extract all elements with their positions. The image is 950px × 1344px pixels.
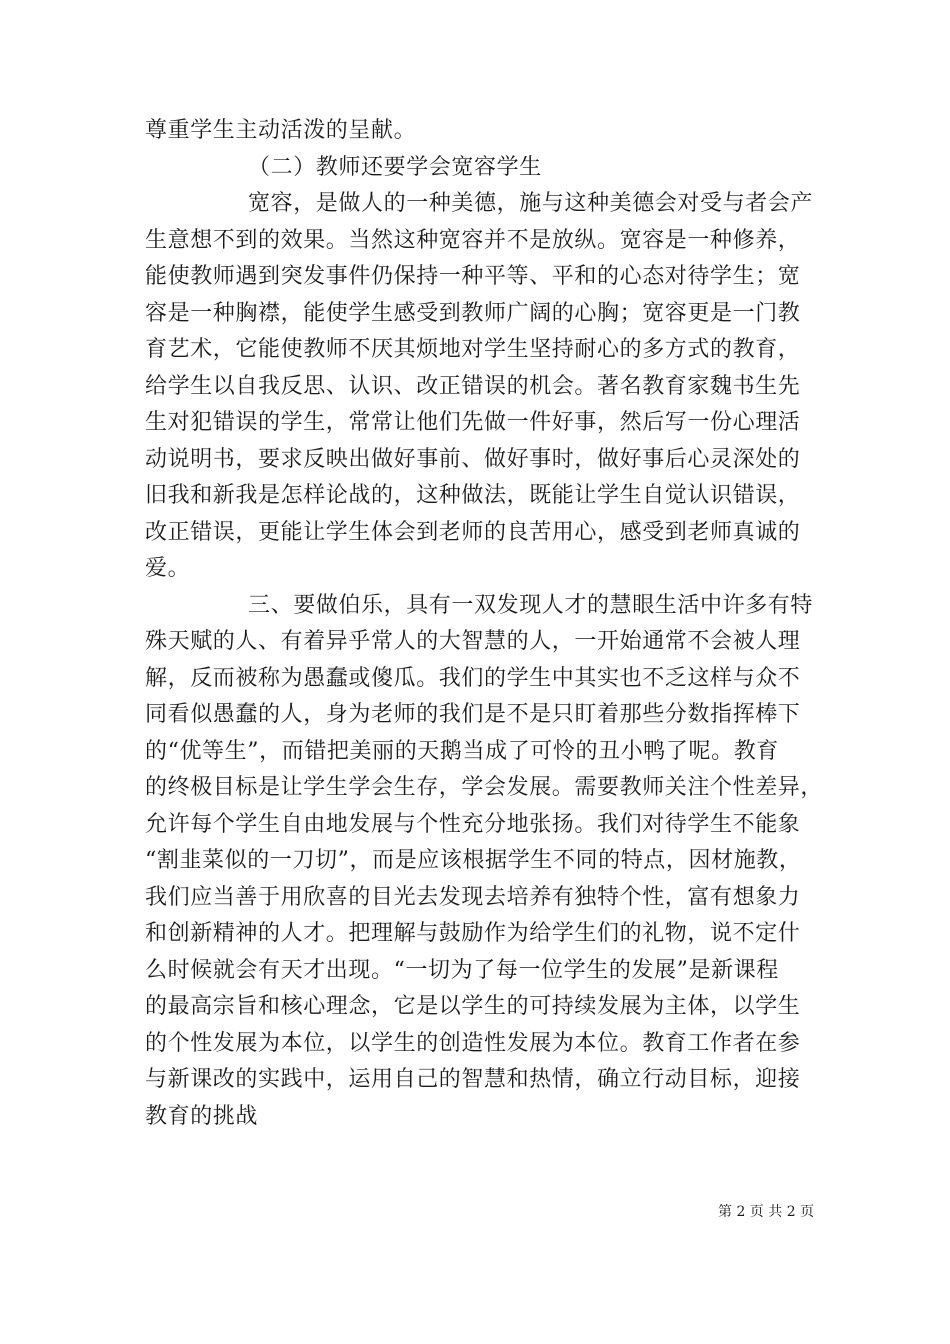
text-line: 么时候就会有天才出现。“一切为了每一位学生的发展”是新课程 bbox=[145, 957, 779, 983]
paragraph-first-line: 宽容，是做人的一种美德，施与这种美德会对受与者会产 bbox=[248, 191, 814, 216]
text-line: 容是一种胸襟，能使学生感受到教师广阔的心胸；宽容更是一门教 bbox=[145, 300, 801, 326]
text-line: 殊天赋的人、有着异乎常人的大智慧的人，一开始通常不会被人理 bbox=[145, 629, 801, 654]
text-line: 解，反而被称为愚蠢或傻瓜。我们的学生中其实也不乏这样与众不 bbox=[145, 665, 801, 691]
text-line: 给学生以自我反思、认识、改正错误的机会。著名教育家魏书生先 bbox=[145, 373, 801, 399]
text-line: 改正错误，更能让学生体会到老师的良苦用心，感受到老师真诚的 bbox=[145, 519, 801, 545]
body-text bbox=[145, 113, 824, 1135]
text-line: 动说明书，要求反映出做好事前、做好事时，做好事后心灵深处的 bbox=[145, 446, 801, 472]
text-line: 育艺术，它能使教师不厌其烦地对学生坚持耐心的多方式的教育， bbox=[145, 337, 801, 362]
text-line: 和创新精神的人才。把理解与鼓励作为给学生们的礼物，说不定什 bbox=[145, 921, 801, 946]
text-line: 的最高宗旨和核心理念，它是以学生的可持续发展为主体，以学生 bbox=[145, 994, 801, 1019]
paragraph-end-line: 尊重学生主动活泼的呈献。 bbox=[145, 118, 417, 143]
page-number-footer: 第 2 页 共 2 页 bbox=[718, 1204, 815, 1220]
text-line: 同看似愚蠢的人，身为老师的我们是不是只盯着那些分数指挥棒下 bbox=[145, 702, 801, 727]
text-line: 的“优等生”，而错把美丽的天鹅当成了可怜的丑小鸭了呢。教育 bbox=[145, 738, 779, 764]
paragraph-first-line: 三、要做伯乐，具有一双发现人才的慧眼生活中许多有特 bbox=[248, 592, 814, 618]
text-line: 我们应当善于用欣喜的目光去发现去培养有独特个性，富有想象力 bbox=[145, 884, 801, 910]
text-line: 的个性发展为本位，以学生的创造性发展为本位。教育工作者在参 bbox=[145, 1030, 801, 1056]
text-line: 生对犯错误的学生，常常让他们先做一件好事，然后写一份心理活 bbox=[145, 410, 801, 435]
text-line: 允许每个学生自由地发展与个性充分地张扬。我们对待学生不能象 bbox=[145, 811, 801, 837]
text-line: 与新课改的实践中，运用自己的智慧和热情，确立行动目标，迎接 bbox=[145, 1067, 801, 1092]
text-line: “割韭菜似的一刀切”，而是应该根据学生不同的特点，因材施教， bbox=[145, 848, 802, 873]
text-line: 教育的挑战 bbox=[145, 1103, 259, 1129]
text-line: 旧我和新我是怎样论战的，这种做法，既能让学生自觉认识错误， bbox=[145, 483, 801, 508]
section-heading: （二）教师还要学会宽容学生 bbox=[248, 154, 542, 180]
text-line: 生意想不到的效果。当然这种宽容并不是放纵。宽容是一种修养， bbox=[145, 227, 801, 253]
text-line: 的终极目标是让学生学会生存，学会发展。需要教师关注个性差异， bbox=[145, 775, 824, 800]
text-line: 爱。 bbox=[145, 556, 191, 581]
text-line: 能使教师遇到突发事件仍保持一种平等、平和的心态对待学生；宽 bbox=[145, 264, 801, 289]
